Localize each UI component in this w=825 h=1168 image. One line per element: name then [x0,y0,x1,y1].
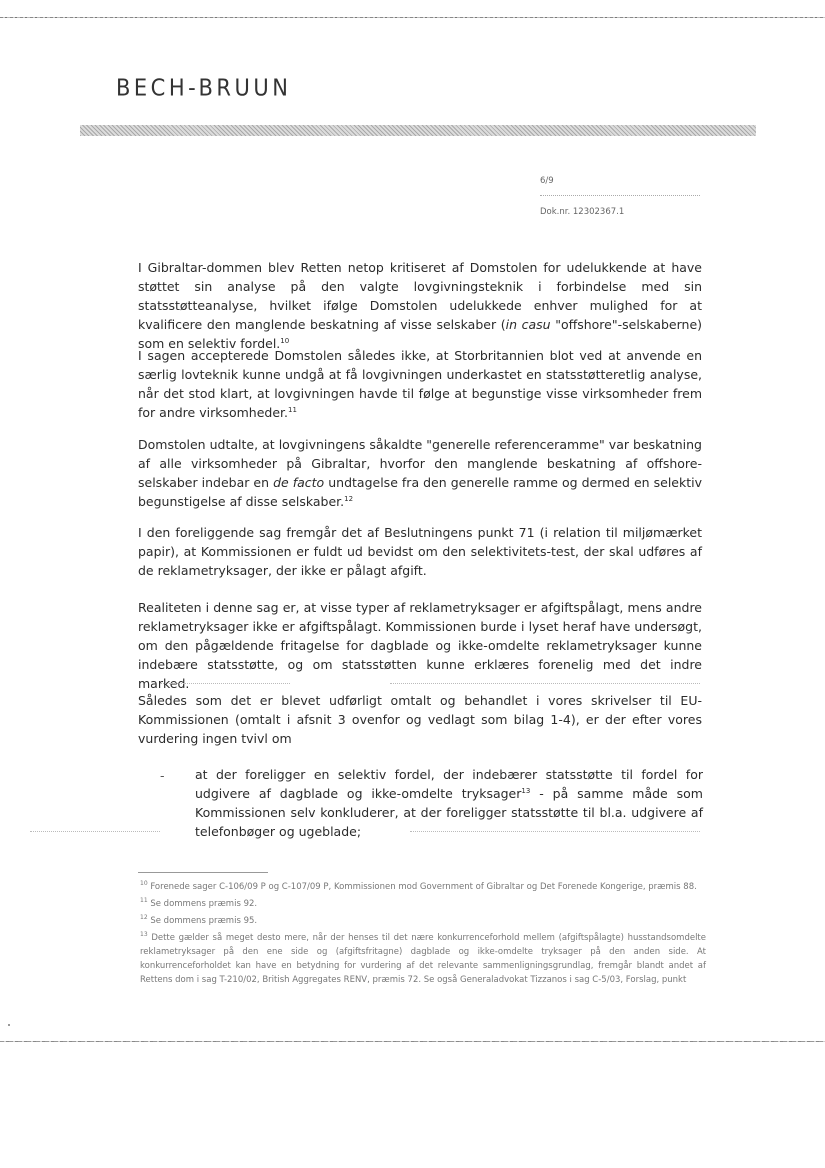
paragraph-2 [138,346,702,422]
footnote-ref-12[interactable]: 12 [344,494,354,503]
bullet-item-text-after: - på samme måde som Kommissionen selv konkluderer, at der foreligger statsstøtte til bl.a. udgivere af telefonbøger og ugeblade; [195,786,703,839]
scan-artifact-line [30,831,160,832]
paragraph-3-text-after: undtagelse fra den generelle ramme og dermed en selektiv begunstigelse af disse selskaber. [138,475,702,509]
footnote-number: 11 [140,897,148,905]
paragraph-4: I den foreliggende sag fremgår det af Beslutningens punkt 71 (i relation til miljømærket papir), at Kommissionen er fuldt ud bevidst om den selektivitets-test, der skal udføres af de reklametryksager, der ikke er pålagt afgift. [138,525,702,578]
paragraph-3-italic: de facto [273,475,325,490]
footnote-text: Se dommens præmis 92. [150,899,258,909]
paragraph-1 [138,258,702,353]
header-band [80,125,756,136]
footnote-ref-11[interactable]: 11 [288,405,297,414]
footnote-ref-10[interactable]: 10 [280,336,290,345]
footnote-10 [140,880,706,894]
scan-artifact-line [410,831,700,832]
footnote-number: 12 [140,914,148,922]
document-number: Dok.nr. 12302367.1 [540,207,625,217]
paragraph-2-text: I sagen accepterede Domstolen således ikke, at Storbritannien blot ved at anvende en særlig lovteknik kunne undgå at få lovgivningen underkastet en statsstøtteretlig analyse, når det stod klart, at lovgivningen havde til følge at begunstige visse virksomheder frem for andre virksomheder. [138,348,702,420]
page-number: 6/9 [540,176,554,186]
paragraph-5: Realiteten i denne sag er, at visse typer af reklametryksager er afgiftspålagt, mens andre reklametryksager ikke er afgiftspålagt. Kommissionen burde i lyset heraf have undersøgt, om den pågældende fritagelse for dagblade og ikke-omdelte reklametryksager kunne indebære statsstøtte, og om statsstøtten kunne erklæres forenelig med det indre marked. [138,600,702,691]
footnote-text: Forenede sager C-106/09 P og C-107/09 P, Kommissionen mod Government of Gibraltar og Det Forenede Kongerige, præmis 88. [150,882,697,892]
footnotes [140,880,706,990]
footnote-text: Se dommens præmis 95. [150,916,258,926]
scan-artifact-top [0,17,825,18]
meta-divider [540,195,700,196]
paragraph-1-text: I Gibraltar-dommen blev Retten netop kritiseret af Domstolen for udelukkende at have støttet sin analyse på den valgte lovgivningsteknik i forbindelse med sin statsstøtteanalyse, hvilket ifølge Domstolen udelukkede enhver mulighed for at kvalificere den manglende beskatning af visse selskaber ( [138,260,702,332]
paragraph-6: Således som det er blevet udførligt omtalt og behandlet i vores skrivelser til EU-Kommissionen (omtalt i afsnit 3 ovenfor og vedlagt som bilag 1-4), er der efter vores vurdering ingen tvivl om [138,693,702,746]
paragraph-3-text: Domstolen udtalte, at lovgivningens såkaldte "generelle referenceramme" var beskatning af alle virksomheder på Gibraltar, hvorfor den manglende beskatning af offshore-selskaber indebar en [138,437,702,490]
footnote-text: Dette gælder så meget desto mere, når der henses til det nære konkurrenceforhold mellem (afgiftspålagte) husstandsomdelte reklametryksager på den ene side og (afgiftsfritagne) dagblade og ikke-omdelte tryksager på den anden side. At konkurrenceforholdet kan have en betydning for vurdering af det relevante sammenligningsgrundlag, fremgår blandt andet af Rettens dom i sag T-210/02, British Aggregates RENV, præmis 72. Se også Generaladvokat Tizzanos i sag C-5/03, Forslag, punkt [140,933,706,985]
bullet-item [195,765,703,841]
footnote-number: 13 [140,931,148,939]
scan-artifact-line [160,683,290,684]
footnote-number: 10 [140,880,148,888]
footnote-12 [140,914,706,928]
scan-artifact-bottom [0,1041,825,1042]
bullet-dash: - [160,768,165,783]
footnote-11 [140,897,706,911]
scan-artifact-line [390,683,700,684]
paragraph-1-italic: in casu [505,317,551,332]
footnote-divider [138,872,268,873]
footnote-13 [140,931,706,987]
footnote-ref-13[interactable]: 13 [521,786,531,795]
scan-dot [8,1024,10,1026]
company-logo: BECH-BRUUN [116,74,292,101]
bullet-item-text: at der foreligger en selektiv fordel, der indebærer statsstøtte til fordel for udgivere af dagblade og ikke-omdelte tryksager [195,767,703,801]
paragraph-3 [138,435,702,511]
paragraph-1-text-after: "offshore"-selskaberne) som en selektiv fordel. [138,317,703,351]
